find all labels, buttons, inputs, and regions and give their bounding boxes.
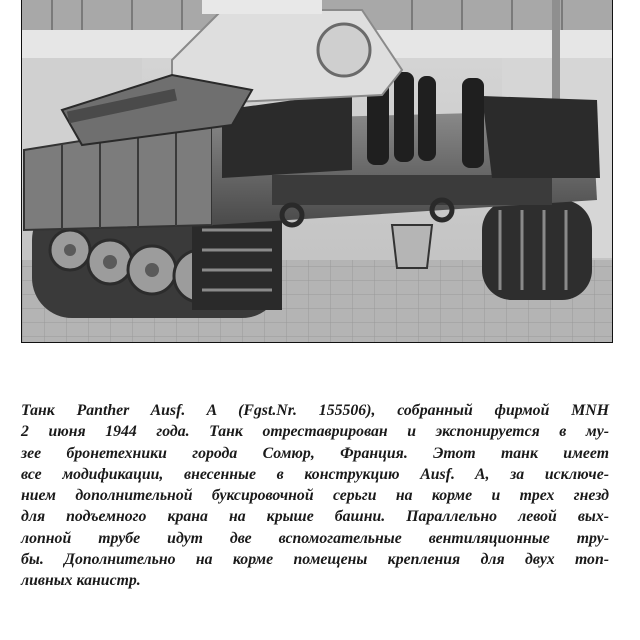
caption-line: Танк Panther Ausf. A (Fgst.Nr. 155506), собранный фирмой MNH <box>21 402 609 419</box>
caption-line: все модификации, внесенные в конструкцию Ausf. A, за исключе- <box>21 465 609 483</box>
photo-caption <box>21 400 609 592</box>
caption-line: 2 июня 1944 года. Танк отреставрирован и экспонируется в му- <box>21 423 609 441</box>
caption-line: для подъемного крана на крыше башни. Параллельно левой вых- <box>21 508 609 526</box>
caption-line: лопной трубе идут две вспомогательные вентиляционные тру- <box>21 529 609 547</box>
tank-photograph <box>21 0 613 343</box>
caption-line: ливных канистр. <box>21 572 141 590</box>
caption-line: нием дополнительной буксировочной серьги на корме и трех гнезд <box>21 487 609 505</box>
caption-line: зее бронетехники города Сомюр, Франция. Этот танк имеет <box>21 444 609 462</box>
caption-line: бы. Дополнительно на корме помещены крепления для двух топ- <box>21 551 609 569</box>
